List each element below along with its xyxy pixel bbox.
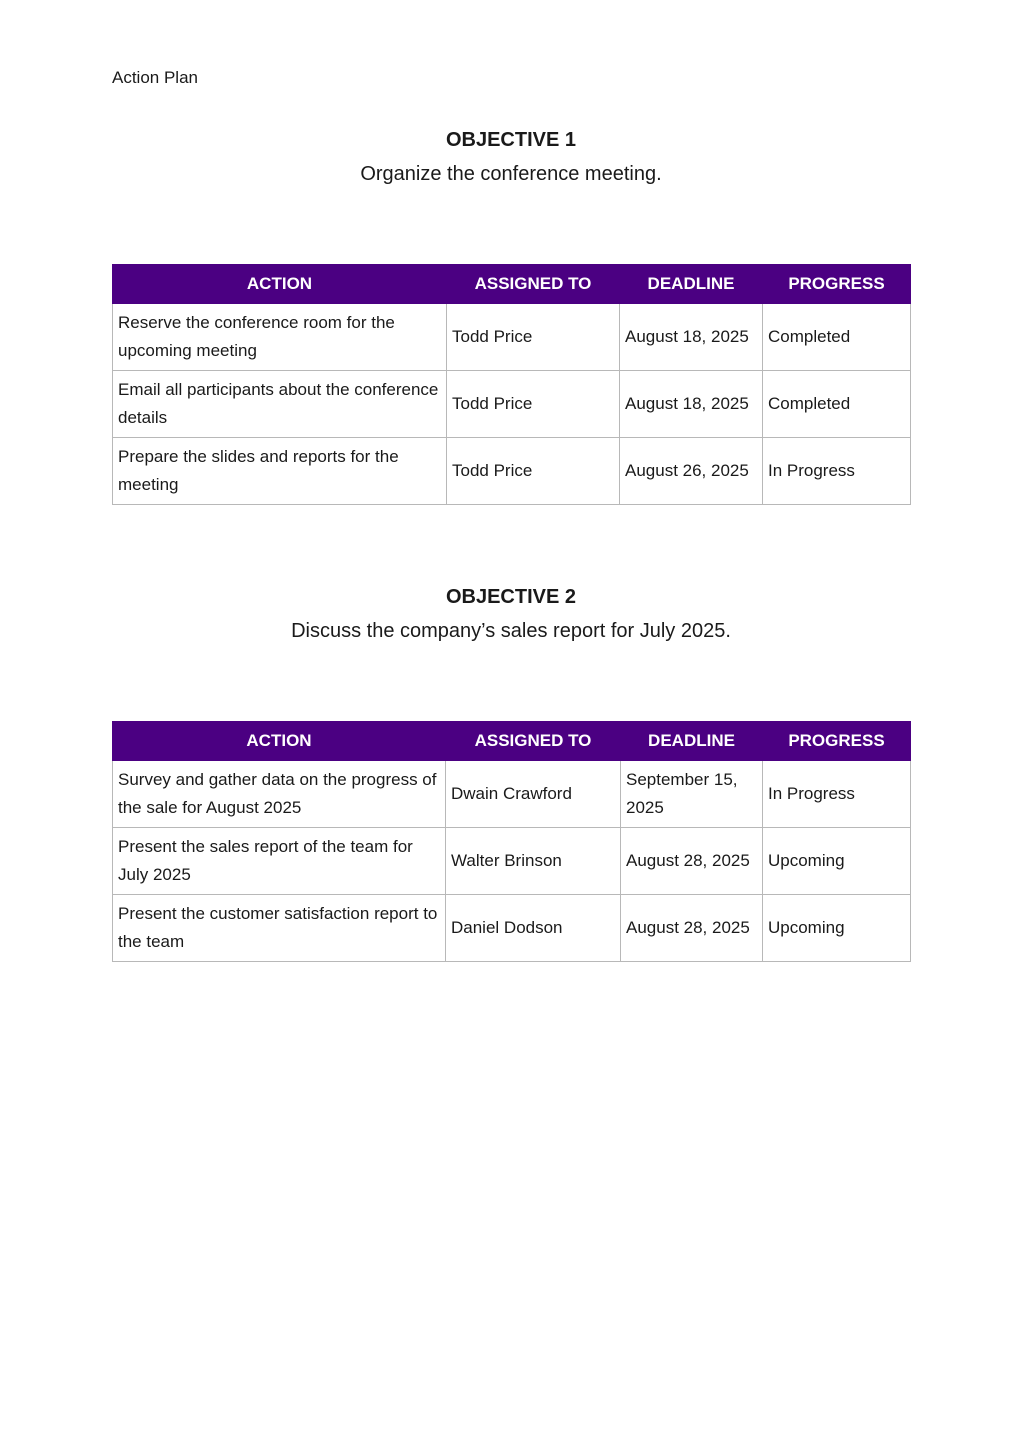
assigned-cell: Todd Price	[447, 371, 620, 438]
objective-description: Discuss the company’s sales report for July 2025.	[291, 620, 731, 642]
action-cell: Prepare the slides and reports for the meeting	[113, 438, 447, 505]
table-row	[113, 304, 911, 371]
column-header-progress: PROGRESS	[763, 722, 911, 761]
progress-cell: Upcoming	[763, 895, 911, 962]
column-header-action: ACTION	[113, 265, 447, 304]
objective-title: OBJECTIVE 2	[445, 586, 577, 608]
table-header-row	[113, 722, 911, 761]
assigned-cell: Todd Price	[447, 304, 620, 371]
objective-1-table	[112, 264, 911, 505]
column-header-assigned-to: ASSIGNED TO	[446, 722, 621, 761]
progress-cell: In Progress	[763, 761, 911, 828]
objective-2-heading	[112, 585, 910, 643]
deadline-cell: August 28, 2025	[621, 828, 763, 895]
deadline-cell: August 18, 2025	[620, 304, 763, 371]
document-header: Action Plan	[112, 68, 198, 87]
table-row	[113, 828, 911, 895]
objective-1-heading	[112, 128, 910, 186]
objective-description: Organize the conference meeting.	[360, 163, 662, 185]
objective-2-table	[112, 721, 911, 962]
table-row	[113, 438, 911, 505]
progress-cell: Completed	[763, 304, 911, 371]
assigned-cell: Daniel Dodson	[446, 895, 621, 962]
table-header-row	[113, 265, 911, 304]
progress-cell: In Progress	[763, 438, 911, 505]
progress-cell: Completed	[763, 371, 911, 438]
assigned-cell: Walter Brinson	[446, 828, 621, 895]
table-row	[113, 371, 911, 438]
deadline-cell: September 15, 2025	[621, 761, 763, 828]
column-header-deadline: DEADLINE	[620, 265, 763, 304]
action-cell: Present the customer satisfaction report to the team	[113, 895, 446, 962]
action-cell: Reserve the conference room for the upcoming meeting	[113, 304, 447, 371]
assigned-cell: Dwain Crawford	[446, 761, 621, 828]
deadline-cell: August 18, 2025	[620, 371, 763, 438]
column-header-assigned-to: ASSIGNED TO	[447, 265, 620, 304]
column-header-deadline: DEADLINE	[621, 722, 763, 761]
deadline-cell: August 28, 2025	[621, 895, 763, 962]
action-cell: Present the sales report of the team for July 2025	[113, 828, 446, 895]
action-cell: Email all participants about the conference details	[113, 371, 447, 438]
table-row	[113, 761, 911, 828]
table-row	[113, 895, 911, 962]
column-header-action: ACTION	[113, 722, 446, 761]
column-header-progress: PROGRESS	[763, 265, 911, 304]
assigned-cell: Todd Price	[447, 438, 620, 505]
progress-cell: Upcoming	[763, 828, 911, 895]
action-cell: Survey and gather data on the progress of the sale for August 2025	[113, 761, 446, 828]
objective-title: OBJECTIVE 1	[445, 129, 577, 151]
deadline-cell: August 26, 2025	[620, 438, 763, 505]
